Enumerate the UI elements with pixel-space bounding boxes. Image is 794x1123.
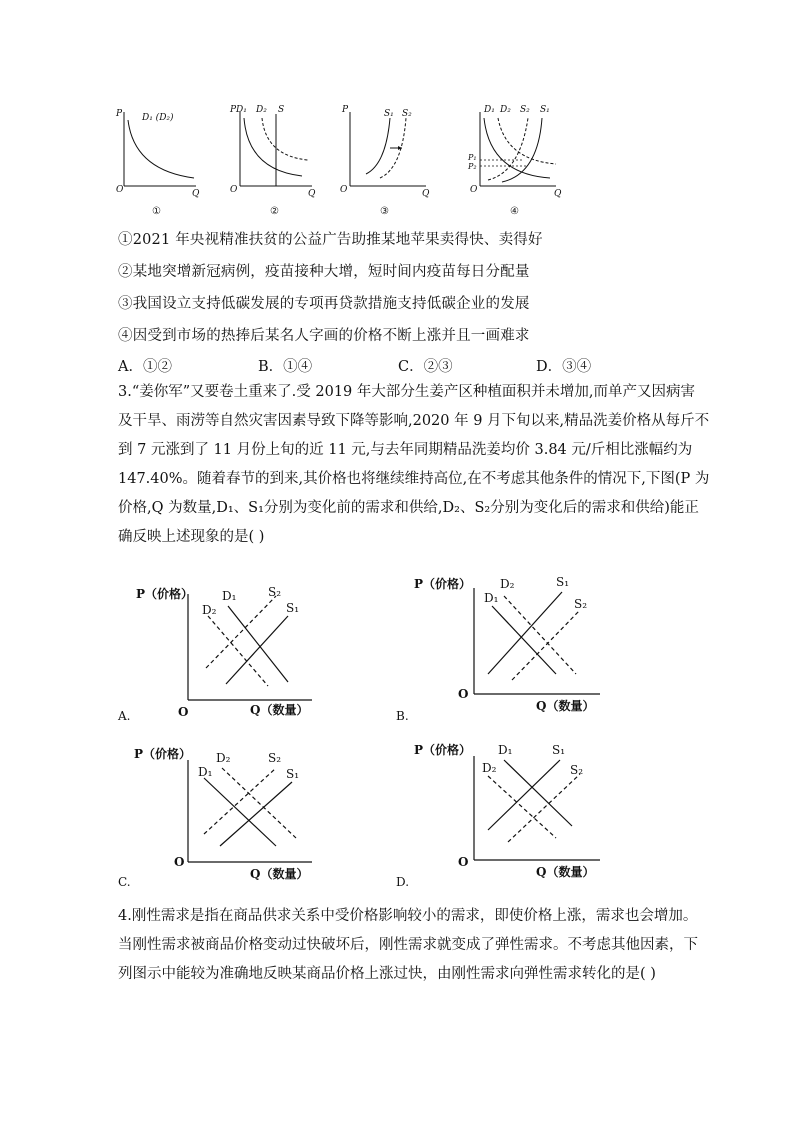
panel-3-o: O (340, 185, 348, 195)
q3-line-4: 147.40%。随着春节的到来,其价格也将继续维持高位,在不考虑其他条件的情况下,下图(P 为 (118, 471, 710, 487)
graph-b-option: B. (396, 709, 409, 722)
q3-graph-a[interactable] (116, 576, 316, 726)
panel-2-p: P (230, 105, 237, 115)
graph-b-q: Q（数量） (536, 699, 595, 713)
q2-option-b[interactable]: B．①④ (258, 359, 313, 375)
graph-c-p: P（价格） (134, 747, 192, 761)
graph-a-p: P（价格） (136, 587, 194, 601)
graph-d-option: D. (396, 875, 410, 889)
panel-3-q: Q (422, 189, 430, 199)
panel-1 (115, 109, 200, 217)
graph-c-q: Q（数量） (250, 867, 309, 881)
graph-a-s1: S₁ (286, 601, 300, 615)
q4-line-3: 列图示中能较为准确地反映某商品价格上涨过快，由刚性需求向弹性需求转化的是( ) (118, 966, 656, 982)
q2-option-d[interactable]: D．③④ (536, 359, 592, 375)
q2-item-1: ①2021 年央视精准扶贫的公益广告助推某地苹果卖得快、卖得好 (118, 232, 543, 248)
panel-1-p: P (116, 109, 123, 119)
panel-4-label: ④ (510, 206, 519, 217)
panel-4-p2: P₂ (468, 162, 477, 171)
graph-d-d1: D₁ (498, 743, 513, 757)
graph-c-option: C. (118, 875, 131, 889)
graph-b-d1: D₁ (484, 591, 499, 605)
q2-option-a[interactable]: A．①② (118, 359, 172, 375)
q3-line-5: 价格,Q 为数量,D₁、S₁分别为变化前的需求和供给,D₂、S₂分别为变化后的需求和供给)能正 (118, 500, 699, 516)
graph-d-o: O (458, 855, 469, 869)
graph-a-d2: D₂ (202, 603, 217, 617)
graph-c-d1: D₁ (198, 765, 213, 779)
graph-b-s2: S₂ (574, 597, 588, 611)
panel-1-q: Q (192, 189, 200, 199)
panel-4-p1: P₁ (468, 153, 477, 162)
q4-line-1: 4.刚性需求是指在商品供求关系中受价格影响较小的需求，即使价格上涨，需求也会增加。 (118, 908, 698, 924)
panel-1-curve: D₁ (D₂) (142, 113, 174, 123)
panel-2 (229, 105, 316, 217)
panel-4-s1: S₁ (540, 105, 550, 115)
q2-item-3: ③我国设立支持低碳发展的专项再贷款措施支持低碳企业的发展 (118, 296, 530, 312)
panel-2-d1: D₁ (236, 105, 247, 115)
panel-3-s2: S₂ (402, 109, 412, 119)
graph-d-p: P（价格） (414, 743, 472, 757)
graph-b-p: P（价格） (414, 577, 472, 591)
panel-2-o: O (230, 185, 238, 195)
q3-graph-b[interactable] (396, 570, 606, 722)
graph-c-s2: S₂ (268, 751, 282, 765)
q3-line-1: 3.“姜你军”又要卷土重来了.受 2019 年大部分生姜产区种植面积并未增加,而单产又因病害 (118, 384, 695, 400)
graph-a-q: Q（数量） (250, 703, 309, 717)
q2-item-4: ④因受到市场的热捧后某名人字画的价格不断上涨并且一画难求 (118, 328, 530, 344)
graph-c-d2: D₂ (216, 751, 231, 765)
q4-line-2: 当刚性需求被商品价格变动过快破坏后，刚性需求就变成了弹性需求。不考虑其他因素，下 (118, 937, 698, 953)
panel-2-d2: D₂ (256, 105, 267, 115)
panel-4 (467, 105, 562, 217)
graph-d-q: Q（数量） (536, 865, 595, 879)
graph-c-s1: S₁ (286, 767, 300, 781)
panel-2-label: ② (270, 206, 279, 217)
graph-d-s2: S₂ (570, 763, 584, 777)
graph-a-s2: S₂ (268, 585, 282, 599)
graph-a-o: O (178, 705, 189, 719)
graph-b-o: O (458, 687, 469, 701)
graph-a-d1: D₁ (222, 589, 237, 603)
panel-2-s: S (278, 105, 285, 115)
q3-graph-c[interactable] (116, 742, 316, 892)
panel-3-p: P (342, 105, 349, 115)
graph-c-o: O (174, 855, 185, 869)
q3-line-2: 及干旱、雨涝等自然灾害因素导致下降等影响,2020 年 9 月下旬以来,精品洗姜价格从每斤不 (118, 413, 710, 429)
q2-item-2: ②某地突增新冠病例，疫苗接种大增，短时间内疫苗每日分配量 (118, 264, 530, 280)
panel-1-o: O (116, 185, 124, 195)
panel-4-d1: D₁ (484, 105, 495, 115)
panel-4-s2: S₂ (520, 105, 530, 115)
graph-d-d2: D₂ (482, 761, 497, 775)
graph-b-d2: D₂ (500, 577, 515, 591)
panel-2-q: Q (308, 189, 316, 199)
panel-4-q: Q (554, 189, 562, 199)
graph-a-option: A. (118, 709, 131, 723)
graph-b-s1: S₁ (556, 575, 570, 589)
panel-3 (340, 105, 430, 217)
q3-graph-d[interactable] (396, 738, 606, 890)
q3-text (118, 378, 710, 552)
panel-3-label: ③ (380, 206, 389, 217)
panel-4-o: O (470, 185, 478, 195)
panel-4-d2: D₂ (500, 105, 511, 115)
top-figure (110, 98, 580, 220)
panel-1-label: ① (152, 206, 161, 217)
q2-option-c[interactable]: C．②③ (398, 359, 453, 375)
q4-text (118, 902, 698, 989)
q3-line-6: 确反映上述现象的是( ) (118, 529, 265, 545)
panel-3-s1: S₁ (384, 109, 394, 119)
graph-d-s1: S₁ (552, 743, 566, 757)
q3-line-3: 到 7 元涨到了 11 月份上旬的近 11 元,与去年同期精品洗姜均价 3.84 元/斤相比涨幅约为 (118, 442, 693, 458)
